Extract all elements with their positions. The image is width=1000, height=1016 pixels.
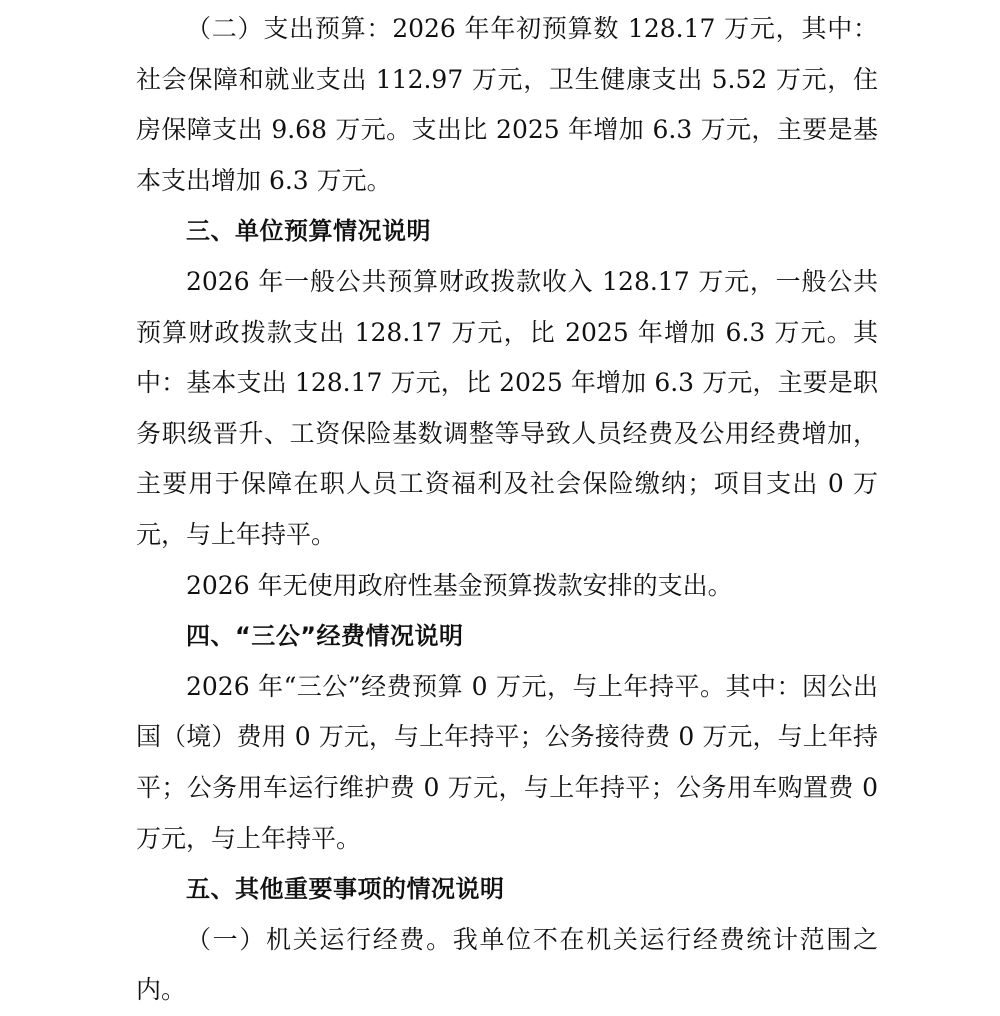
unit-budget-paragraph: 2026 年一般公共预算财政拨款收入 128.17 万元，一般公共预算财政拨款支出 128.17 万元，比 2025 年增加 6.3 万元。其中：基本支出 128.17 万元，比 2025 年增加 6.3 万元，主要是职务职级晋升、工资保险基数调整等导致人员经费及公用经费增加，主要用于保障在职人员工资福利及社会保险缴纳；项目支出 0 万元，与上年持平。 [136,266,878,549]
three-public-paragraph: 2026 年“三公”经费预算 0 万元，与上年持平。其中：因公出国（境）费用 0 万元，与上年持平；公务接待费 0 万元，与上年持平；公务用车运行维护费 0 万元，与上年持平；公务用车购置费 0 万元，与上年持平。 [136,671,878,853]
operating-expenses-paragraph: （一）机关运行经费。我单位不在机关运行经费统计范围之内。 [136,924,878,1005]
expenditure-budget-paragraph: （二）支出预算：2026 年年初预算数 128.17 万元，其中：社会保障和就业支出 112.97 万元，卫生健康支出 5.52 万元，住房保障支出 9.68 万元。支出比 2025 年增加 6.3 万元，主要是基本支出增加 6.3 万元。 [136,14,878,195]
document-page [136,4,878,1016]
section-heading-unit-budget: 三、单位预算情况说明 [186,217,431,246]
section-heading-three-public: 四、“三公”经费情况说明 [186,622,464,651]
government-fund-paragraph: 2026 年无使用政府性基金预算拨款安排的支出。 [186,570,733,600]
section-heading-other-matters: 五、其他重要事项的情况说明 [186,875,505,904]
